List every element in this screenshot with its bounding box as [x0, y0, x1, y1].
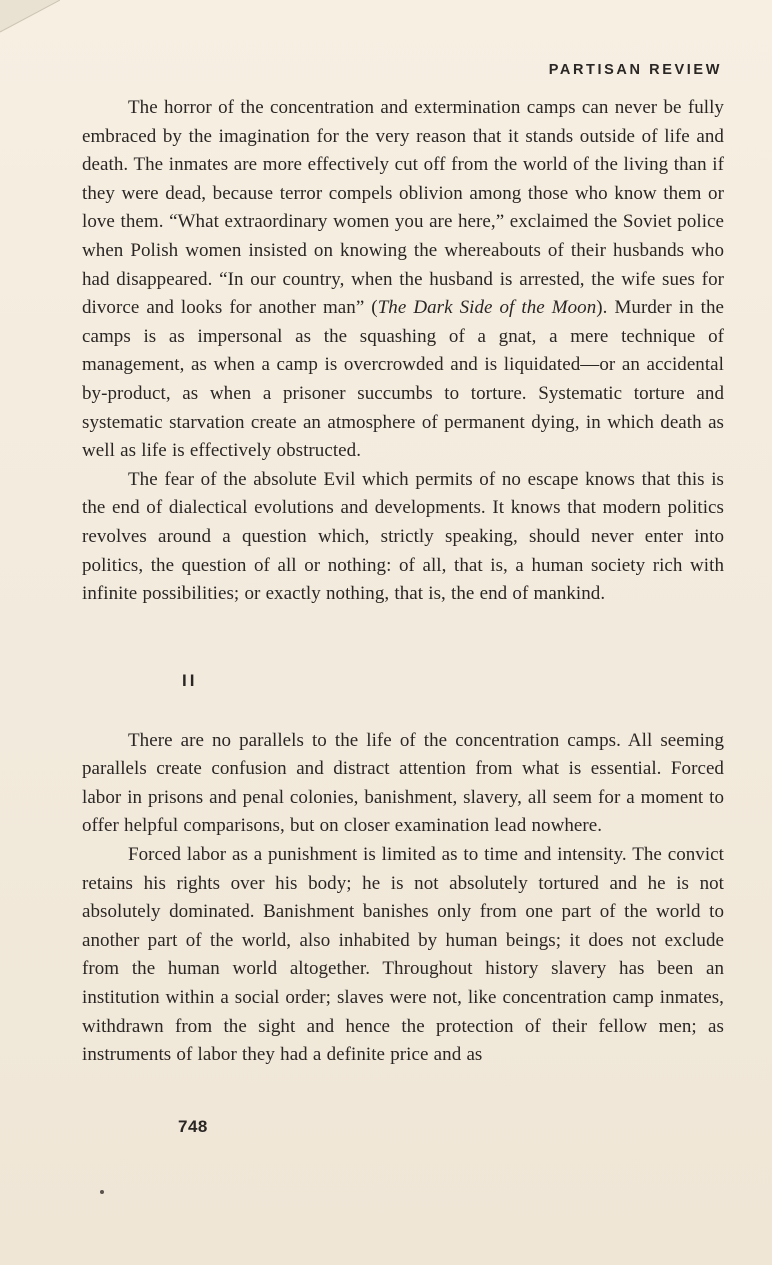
paragraph-4: Forced labor as a punishment is limited as to time and intensity. The convict retains his rights over his body; he is not absolutely tortured and he is not absolutely dominated. Banishment banishes only from one part of the world to another part of the world, also inhabited by human beings; it does not exclude from the human world altogether. Throughout history slavery has been an institution within a social order; slaves were not, like concentration camp inmates, withdrawn from the sight and hence the protection of their fellow men; as instruments of labor they had a definite price and as [82, 844, 724, 1066]
page-corner-crease [0, 0, 60, 40]
ink-speck [100, 1190, 104, 1194]
paragraph-1 [82, 94, 724, 466]
running-head: PARTISAN REVIEW [548, 62, 722, 78]
paragraph-1-text-b: ). Murder in the camps is as impersonal as the squashing of a gnat, a mere technique of management, as when a camp is overcrowded and is liquidated—or an accidental by-product, as when a prisoner succumbs to torture. Systematic torture and systematic starvation create an atmosphere of permanent dying, in which death as well as life is effectively obstructed. [82, 297, 724, 462]
page-number: 748 [178, 1117, 208, 1136]
article-body [82, 94, 724, 1070]
paragraph-1-text-a: The horror of the concentration and extermination camps can never be fully embraced by the imagination for the very reason that it stands outside of life and death. The inmates are more effectively cut off from the world of the living than if they were dead, because terror compels oblivion among those who know them or love them. “What extraordinary women you are here,” exclaimed the Soviet police when Polish women insisted on knowing the whereabouts of their husbands who had disappeared. “In our country, when the husband is arrested, the wife sues for divorce and looks for another man” ( [82, 97, 724, 319]
paragraph-3: There are no parallels to the life of the concentration camps. All seeming parallels create confusion and distract attention from what is essential. Forced labor in prisons and penal colonies, banishment, slavery, all seem for a moment to offer helpful comparisons, but on closer examination lead nowhere. [82, 729, 724, 837]
paragraph-2: The fear of the absolute Evil which permits of no escape knows that this is the end of dialectical evolutions and developments. It knows that modern politics revolves around a question which, strictly speaking, should never enter into politics, the question of all or nothing: of all, that is, a human society rich with infinite possibilities; or exactly nothing, that is, the end of mankind. [82, 468, 724, 605]
section-number: II [182, 670, 198, 690]
book-title: The Dark Side of the Moon [377, 297, 597, 319]
